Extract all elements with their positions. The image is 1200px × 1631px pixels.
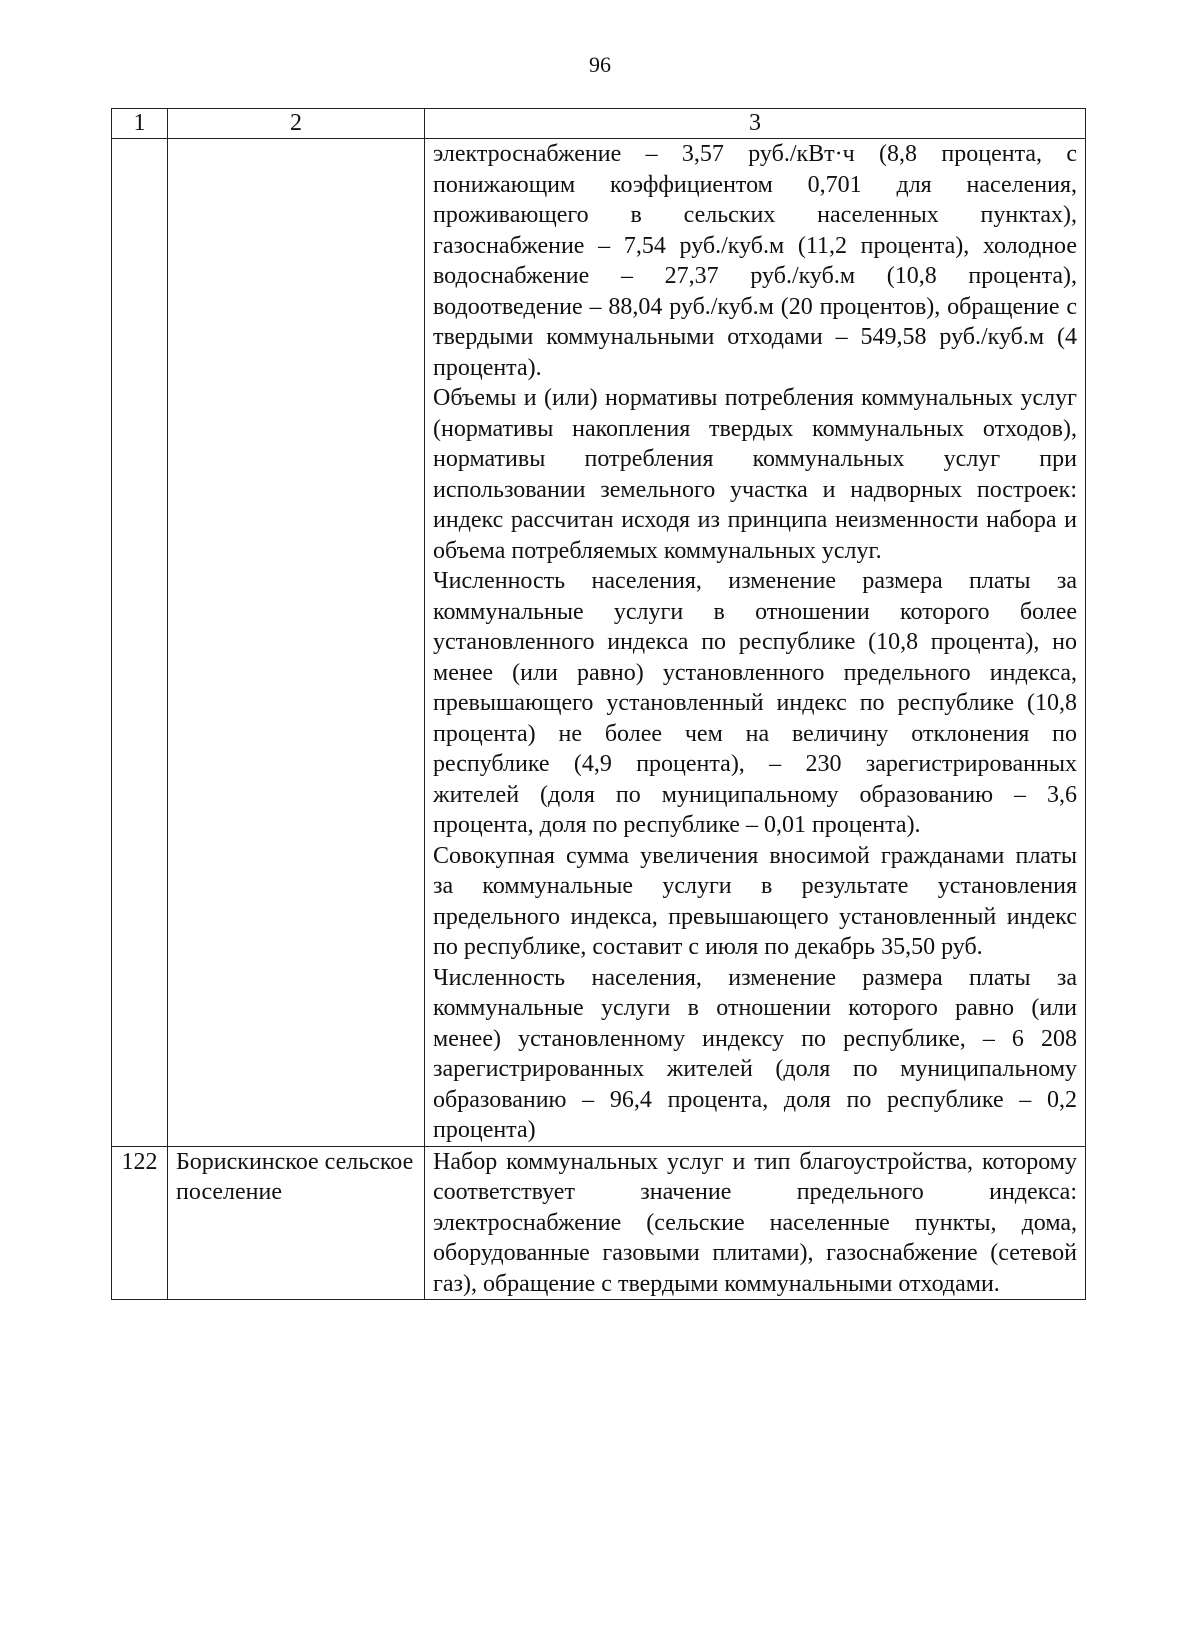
municipality-name-cell: Борискинское сельское поселение	[168, 1146, 425, 1300]
column-header-2: 2	[168, 109, 425, 139]
column-header-1: 1	[112, 109, 168, 139]
municipal-index-table	[111, 108, 1086, 1300]
table-row	[112, 139, 1086, 1147]
total-increase-paragraph: Совокупная сумма увеличения вносимой гражданами платы за коммунальные услуги в результате установления предельного индекса, превышающего установленный индекс по республике, составит с июля по декабрь 35,50 руб.	[433, 842, 1077, 960]
municipality-name-cell	[168, 139, 425, 1147]
services-set-paragraph: Набор коммунальных услуг и тип благоустройства, которому соответствует значение предельного индекса: электроснабжение (сельские населенные пункты, дома, оборудованные газовыми плитами), газоснабжение (сетевой газ), обращение с твердыми коммунальными отходами.	[433, 1148, 1077, 1297]
population-within-index-paragraph: Численность населения, изменение размера платы за коммунальные услуги в отношении которого равно (или менее) установленному индексу по республике, – 6 208 зарегистрированных жителей (доля по муниципальному образованию – 96,4 процента, доля по республике – 0,2 процента)	[433, 964, 1077, 1143]
table-header-row	[112, 109, 1086, 139]
description-cell	[425, 139, 1086, 1147]
table-row	[112, 1146, 1086, 1300]
row-number-cell: 122	[112, 1146, 168, 1300]
description-cell	[425, 1146, 1086, 1300]
consumption-volumes-paragraph: Объемы и (или) нормативы потребления коммунальных услуг (нормативы накопления твердых коммунальных отходов), нормативы потребления коммунальных услуг при использовании земельного участка и надворных построек: индекс рассчитан исходя из принципа неизменности набора и объема потребляемых коммунальных услуг.	[433, 385, 1077, 564]
row-number-cell	[112, 139, 168, 1147]
page-number: 96	[589, 52, 611, 77]
column-header-3: 3	[425, 109, 1086, 139]
population-above-index-paragraph: Численность населения, изменение размера платы за коммунальные услуги в отношении которого более установленного индекса по республике (10,8 процента), но менее (или равно) установленного предельного индекса, превышающего установленный индекс по республике (10,8 процента) не более чем на величину отклонения по республике (4,9 процента), – 230 зарегистрированных жителей (доля по муниципальному образованию – 3,6 процента, доля по республике – 0,01 процента).	[433, 568, 1077, 838]
tariff-paragraph: электроснабжение – 3,57 руб./кВт·ч (8,8 процента, с понижающим коэффициентом 0,701 для населения, проживающего в сельских населенных пунктах), газоснабжение – 7,54 руб./куб.м (11,2 процента), холодное водоснабжение – 27,37 руб./куб.м (10,8 процента), водоотведение – 88,04 руб./куб.м (20 процентов), обращение с твердыми коммунальными отходами – 549,58 руб./куб.м (4 процента).	[433, 141, 1077, 381]
